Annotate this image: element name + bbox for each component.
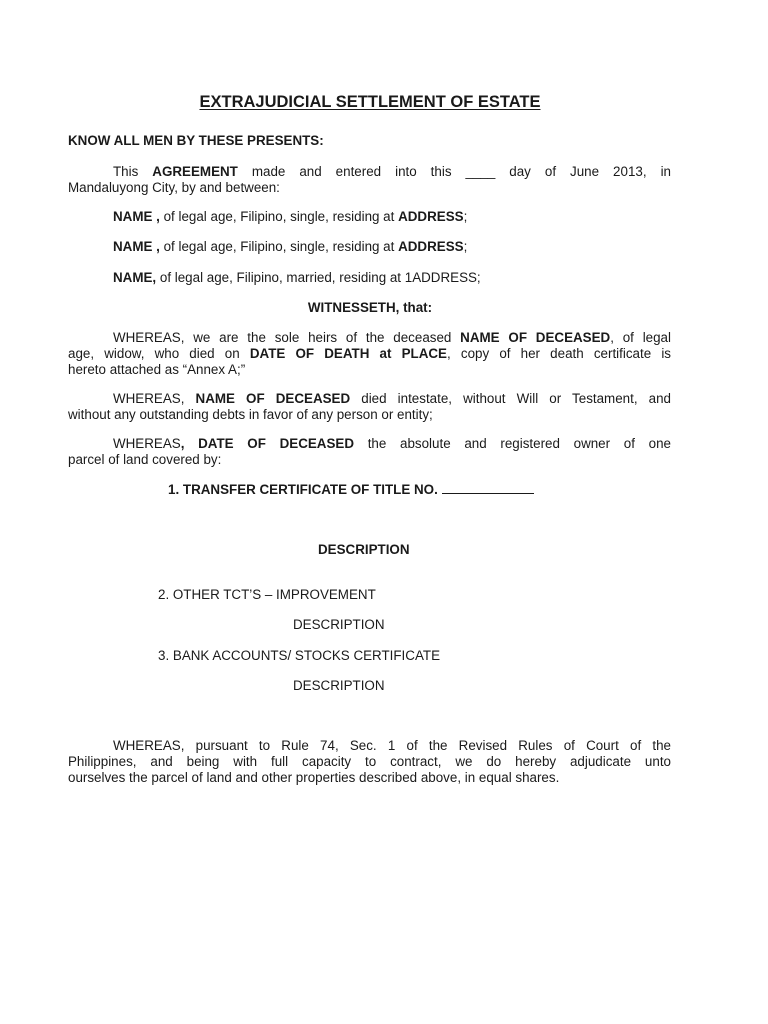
- whereas-paragraph-1: WHEREAS, we are the sole heirs of the deceased NAME OF DECEASED, of legal age, widow, who died on DATE OF DEATH at PLACE, copy of her death certificate is hereto attached as “Annex A;”: [68, 330, 671, 377]
- whereas-paragraph-4: WHEREAS, pursuant to Rule 74, Sec. 1 of the Revised Rules of Court of the Philippines, and being with full capacity to contract, we do hereby adjudicate unto ourselves the parcel of land and other properties described above, in equal shares.: [68, 738, 671, 785]
- description-2: DESCRIPTION: [293, 617, 385, 632]
- description-3: DESCRIPTION: [293, 678, 385, 693]
- agreement-line-1: This AGREEMENT made and entered into this ____ day of June 2013, in: [113, 164, 671, 179]
- item-3: 3. BANK ACCOUNTS/ STOCKS CERTIFICATE: [158, 648, 440, 663]
- party-2: NAME , of legal age, Filipino, single, residing at ADDRESS;: [113, 239, 468, 254]
- item-2: 2. OTHER TCT’S – IMPROVEMENT: [158, 587, 376, 602]
- agreement-paragraph: [68, 164, 671, 196]
- party-1: NAME , of legal age, Filipino, single, residing at ADDRESS;: [113, 209, 468, 224]
- tct-item: 1. TRANSFER CERTIFICATE OF TITLE NO.: [168, 482, 534, 498]
- tct-number-blank: [442, 482, 534, 494]
- witnesseth-heading: WITNESSETH, that:: [307, 300, 433, 315]
- description-1: DESCRIPTION: [318, 542, 410, 557]
- whereas-paragraph-3: WHEREAS, DATE OF DECEASED the absolute and registered owner of one parcel of land covered by:: [68, 436, 671, 467]
- party-3: NAME, of legal age, Filipino, married, residing at 1ADDRESS;: [113, 270, 481, 285]
- document-title: EXTRAJUDICIAL SETTLEMENT OF ESTATE: [199, 93, 541, 111]
- agreement-keyword: AGREEMENT: [152, 164, 238, 179]
- preamble: KNOW ALL MEN BY THESE PRESENTS:: [68, 133, 324, 148]
- whereas-paragraph-2: WHEREAS, NAME OF DECEASED died intestate, without Will or Testament, and without any outstanding debts in favor of any person or entity;: [68, 391, 671, 422]
- agreement-line-2: Mandaluyong City, by and between:: [68, 180, 280, 195]
